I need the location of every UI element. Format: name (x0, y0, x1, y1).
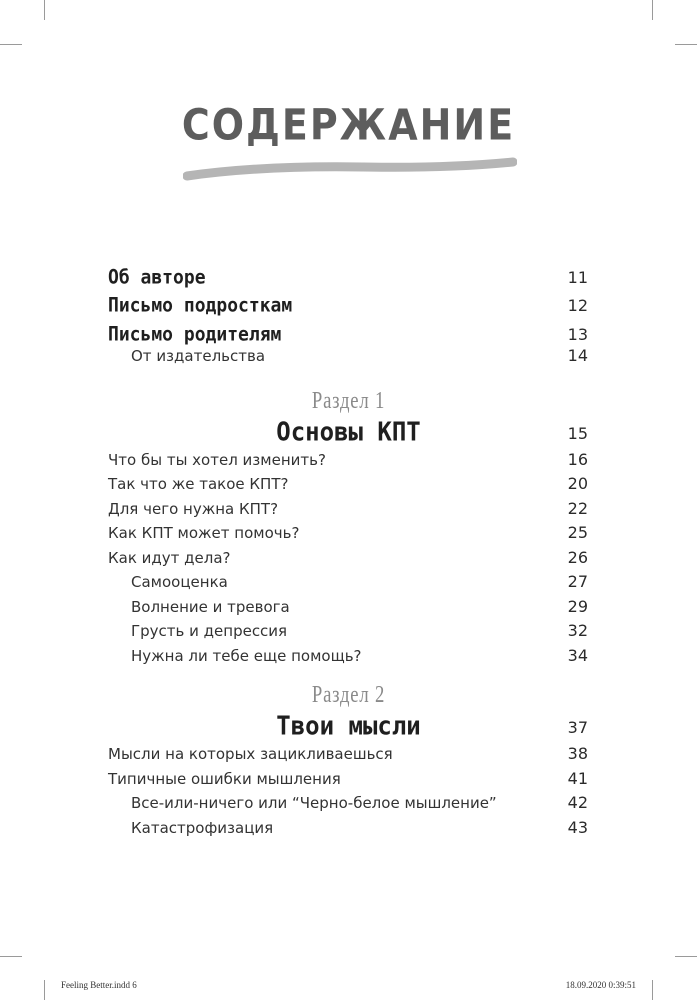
toc-entry[interactable] (108, 767, 588, 791)
footer-timestamp: 18.09.2020 0:39:51 (565, 980, 636, 990)
toc-entry[interactable] (108, 344, 588, 368)
toc-entry[interactable] (108, 619, 588, 643)
toc-entry-page: 25 (567, 523, 588, 542)
toc-entry-label: От издательства (131, 347, 266, 365)
toc-entry-page: 41 (567, 769, 588, 788)
footer-file: Feeling Better.indd 6 (61, 980, 137, 990)
toc-entry[interactable] (108, 472, 588, 496)
crop-mark (0, 44, 22, 45)
toc-entry-label: Для чего нужна КПТ? (108, 500, 279, 518)
toc-entry-label: Как КПТ может помочь? (108, 524, 300, 542)
title-underline (183, 156, 517, 184)
toc-entry-page: 22 (567, 499, 588, 518)
section-page: 37 (567, 718, 588, 737)
toc-entry-page: 43 (567, 818, 588, 837)
toc-entry[interactable] (108, 521, 588, 545)
toc-entry-page: 27 (567, 572, 588, 591)
toc-entry-page: 42 (567, 793, 588, 812)
toc-entry-label: Об авторе (108, 265, 206, 289)
toc-entry[interactable] (108, 742, 588, 766)
toc-entry-label: Как идут дела? (108, 549, 231, 567)
toc-entry[interactable] (108, 570, 588, 594)
toc-entry-page: 20 (567, 474, 588, 493)
toc-entry-label: Самооценка (131, 573, 228, 591)
toc-entry[interactable] (108, 791, 588, 815)
toc-entry-label: Катастрофизация (131, 819, 274, 837)
crop-mark (44, 0, 45, 20)
toc-entry-label: Грусть и депрессия (131, 622, 288, 640)
toc-entry[interactable] (108, 448, 588, 472)
section-kicker: Раздел 2 (311, 682, 386, 708)
toc-entry-label: Мысли на которых зацикливаешься (108, 745, 393, 763)
toc-entry-page: 14 (567, 346, 588, 365)
toc-entry-page: 12 (567, 296, 588, 315)
toc-entry-page: 16 (567, 450, 588, 469)
toc-entry-label: Что бы ты хотел изменить? (108, 451, 326, 469)
toc-entry-page: 34 (567, 646, 588, 665)
toc-entry-label: Так что же такое КПТ? (108, 475, 289, 493)
toc-entry[interactable] (108, 266, 588, 290)
toc-entry[interactable] (108, 546, 588, 570)
section-page: 15 (567, 424, 588, 443)
crop-mark (44, 980, 45, 1000)
page-title: СОДЕРЖАНИЕ (181, 100, 516, 150)
crop-mark (675, 956, 697, 957)
section-title[interactable]: Основы КПТ (276, 416, 421, 448)
section-title[interactable]: Твои мысли (276, 710, 421, 742)
crop-mark (652, 980, 653, 1000)
toc-entry-page: 13 (567, 325, 588, 344)
toc-entry[interactable] (108, 644, 588, 668)
toc-entry-label: Волнение и тревога (131, 598, 290, 616)
toc-entry-label: Все-или-ничего или “Черно-белое мышление” (131, 794, 497, 812)
toc-entry-page: 26 (567, 548, 588, 567)
toc-entry-label: Письмо подросткам (108, 293, 293, 317)
toc-entry-label: Письмо родителям (108, 322, 282, 346)
crop-mark (652, 0, 653, 20)
crop-mark (675, 44, 697, 45)
toc-entry-page: 32 (567, 621, 588, 640)
toc-entry-page: 11 (567, 268, 588, 287)
toc-entry-label: Нужна ли тебе еще помощь? (131, 647, 362, 665)
toc-entry-label: Типичные ошибки мышления (108, 770, 341, 788)
toc-entry-page: 38 (567, 744, 588, 763)
crop-mark (0, 956, 22, 957)
toc-entry[interactable] (108, 294, 588, 318)
toc-entry-page: 29 (567, 597, 588, 616)
section-kicker: Раздел 1 (311, 388, 386, 414)
toc-entry[interactable] (108, 497, 588, 521)
toc-entry[interactable] (108, 595, 588, 619)
toc-entry[interactable] (108, 816, 588, 840)
